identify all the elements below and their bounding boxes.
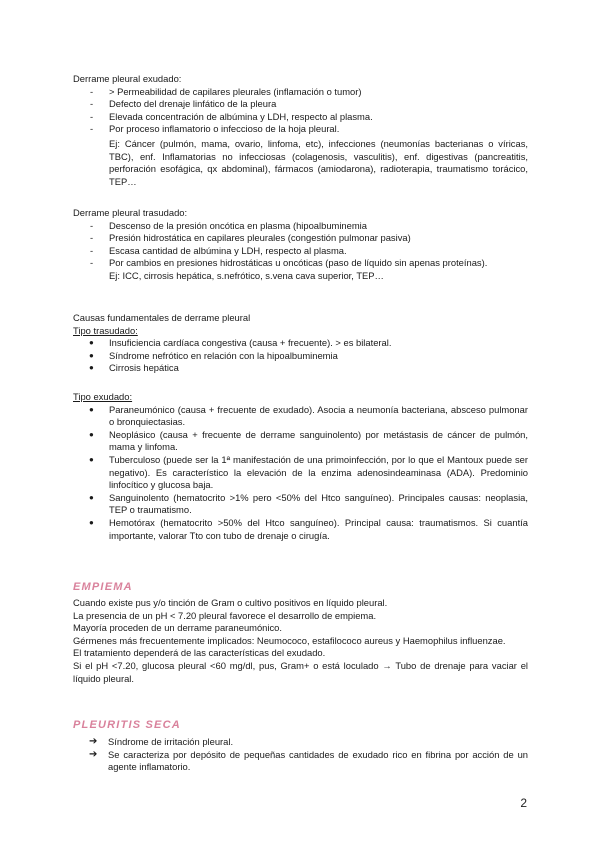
causas-section [73, 312, 528, 375]
trasudado-title: Derrame pleural trasudado: [73, 207, 188, 218]
trasudado-type-label: Tipo trasudado: [73, 324, 138, 336]
exudado-section [73, 73, 528, 188]
list-item [73, 257, 528, 282]
paragraph-line: Cuando existe pus y/o tinción de Gram o cultivo positivos en líquido pleural. [73, 597, 388, 608]
exudado-type-label: Tipo exudado: [73, 391, 133, 402]
list-item: - Descenso de la presión oncótica en plasma (hipoalbuminemia [73, 220, 528, 233]
pleuritis-list [73, 736, 528, 774]
exudado-title: Derrame pleural exudado: [73, 73, 182, 84]
trasudado-example: Ej: ICC, cirrosis hepática, s.nefrótico, s.vena cava superior, TEP… [109, 269, 384, 281]
exudado-causes-list [73, 404, 528, 543]
causas-title: Causas fundamentales de derrame pleural [73, 312, 251, 323]
list-item [73, 123, 528, 188]
list-item: ➔ Se caracteriza por depósito de pequeñas cantidades de exudado rico en fibrina por acción de un agente inflamatorio. [73, 749, 528, 774]
page-number: 2 [520, 796, 527, 810]
list-item: - Defecto del drenaje linfático de la pleura [73, 98, 528, 111]
list-item: ● Insuficiencia cardíaca congestiva (causa + frecuente). > es bilateral. [73, 337, 528, 350]
list-item: - > Permeabilidad de capilares pleurales (inflamación o tumor) [73, 86, 528, 99]
pleuritis-section [73, 718, 528, 774]
exudado-causes-section [73, 391, 528, 542]
list-item: - Escasa cantidad de albúmina y LDH, respecto al plasma. [73, 245, 528, 258]
trasudado-section [73, 207, 528, 283]
trasudado-causes-list [73, 337, 528, 375]
paragraph-line: La presencia de un pH < 7.20 pleural favorece el desarrollo de empiema. [73, 609, 377, 621]
list-item: - Presión hidrostática en capilares pleurales (congestión pulmonar pasiva) [73, 232, 528, 245]
list-item: ➔ Síndrome de irritación pleural. [73, 736, 528, 749]
list-item: ● Tuberculoso (puede ser la 1ª manifestación de una primoinfección, por lo que el Mantoux puede ser negativo). Es característico la elevación de la enzima adenosindeaminasa (ADA). Predominio linfocítico y glucosa baja. [73, 454, 528, 492]
paragraph-line: El tratamiento dependerá de las características del exudado. [73, 647, 326, 659]
exudado-example: Ej: Cáncer (pulmón, mama, ovario, linfoma, etc), infecciones (neumonías bacterianas o víricas, TBC), enf. Inflamatorias no infecciosas (colagenosis, vasculitis), enf. digestivas (pancreatitis, perforación esofágica, qx abdominal), fármacos (amiodarona), radioterapia, traumatismo torácico, TEP… [109, 137, 528, 187]
paragraph-line: Gérmenes más frecuentemente implicados: Neumococo, estafilococo aureus y Haemophilus influenzae. [73, 634, 506, 646]
list-item: ● Neoplásico (causa + frecuente de derrame sanguinolento) por metástasis de cáncer de pulmón, mama y linfoma. [73, 429, 528, 454]
list-item: - Elevada concentración de albúmina y LDH, respecto al plasma. [73, 111, 528, 124]
empiema-title: EMPIEMA [73, 581, 133, 593]
pleuritis-title: PLEURITIS SECA [73, 719, 181, 731]
list-item: ● Paraneumónico (causa + frecuente de exudado). Asocia a neumonía bacteriana, absceso pulmonar o bronquiectasias. [73, 404, 528, 429]
list-item-text: Por proceso inflamatorio o infeccioso de la hoja pleural. [109, 123, 340, 135]
trasudado-list [73, 220, 528, 283]
list-item: ● Hemotórax (hematocrito >50% del Htco sanguíneo). Principal causa: traumatismos. Si cuantía importante, valorar Tto con tubo de drenaje o cirugía. [73, 517, 528, 542]
list-item: ● Síndrome nefrótico en relación con la hipoalbuminemia [73, 350, 528, 363]
paragraph-line: Mayoría proceden de un derrame paraneumónico. [73, 622, 282, 634]
list-item-text: Por cambios en presiones hidrostáticas u oncóticas (paso de líquido sin apenas proteínas). [109, 257, 488, 269]
exudado-list [73, 86, 528, 189]
empiema-section [73, 580, 528, 685]
list-item: ● Sanguinolento (hematocrito >1% pero <50% del Htco sanguíneo). Principales causas: neoplasia, TEP o traumatismo. [73, 492, 528, 517]
paragraph-line: Si el pH <7.20, glucosa pleural <60 mg/dl, pus, Gram+ o está loculado → Tubo de drenaje para vaciar el líquido pleural. [73, 659, 528, 684]
list-item: ● Cirrosis hepática [73, 362, 528, 375]
